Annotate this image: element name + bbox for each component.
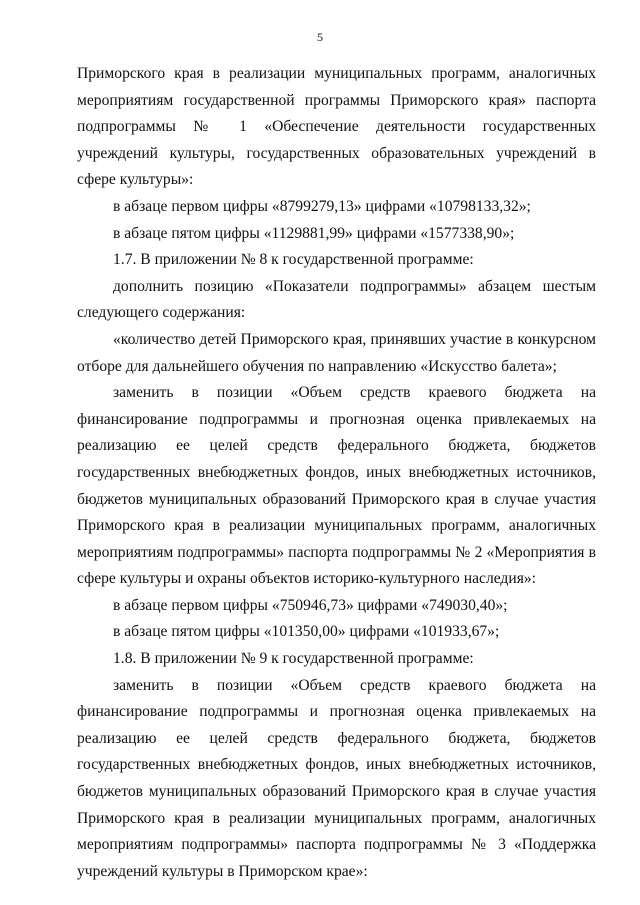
page-number: 5	[317, 30, 323, 44]
paragraph-add-position: дополнить позицию «Показатели подпрограммы» абзацем шестым следующего содержания:	[77, 277, 596, 322]
paragraph-quoted-indicator: «количество детей Приморского края, принявших участие в конкурсном отборе для дальнейшего обучения по направлению «Искусство балета»;	[77, 330, 596, 375]
paragraph-replace-position-subprogram-2: заменить в позиции «Объем средств краевого бюджета на финансирование подпрограммы и прогнозная оценка привлекаемых на реализацию ее целей средств федерального бюджета, бюджетов государственных внебюджетных фондов, иных внебюджетных источников, бюджетов муниципальных образований Приморского края в случае участия Приморского края в реализации муниципальных программ, аналогичных мероприятиям подпрограммы» паспорта подпрограммы № 2 «Мероприятия в сфере культуры и охраны объектов историко-культурного наследия»:	[77, 384, 596, 588]
paragraph-section-1-8: 1.8. В приложении № 9 к государственной программе:	[113, 650, 474, 668]
paragraph-amendment-first-abzac-2: в абзаце первом цифры «750946,73» цифрами «749030,40»;	[113, 596, 508, 614]
paragraph-amendment-fifth-abzac-1: в абзаце пятом цифры «1129881,99» цифрами «1577338,90»;	[113, 224, 515, 242]
paragraph-amendment-fifth-abzac-2: в абзаце пятом цифры «101350,00» цифрами «101933,67»;	[113, 623, 500, 641]
paragraph-amendment-first-abzac-1: в абзаце первом цифры «8799279,13» цифрами «10798133,32»;	[113, 197, 531, 215]
paragraph-continuation: Приморского края в реализации муниципальных программ, аналогичных мероприятиям государственной программы Приморского края» паспорта подпрограммы № 1 «Обеспечение деятельности государственных учреждений культуры, государственных образовательных учреждений в сфере культуры»:	[77, 65, 596, 189]
paragraph-replace-position-subprogram-3: заменить в позиции «Объем средств краевого бюджета на финансирование подпрограммы и прогнозная оценка привлекаемых на реализацию ее целей средств федерального бюджета, бюджетов государственных внебюджетных фондов, иных внебюджетных источников, бюджетов муниципальных образований Приморского края в случае участия Приморского края в реализации муниципальных программ, аналогичных мероприятиям подпрограммы» паспорта подпрограммы № 3 «Поддержка учреждений культуры в Приморском крае»:	[77, 676, 596, 880]
document-body	[77, 61, 596, 885]
paragraph-section-1-7: 1.7. В приложении № 8 к государственной программе:	[113, 251, 474, 269]
